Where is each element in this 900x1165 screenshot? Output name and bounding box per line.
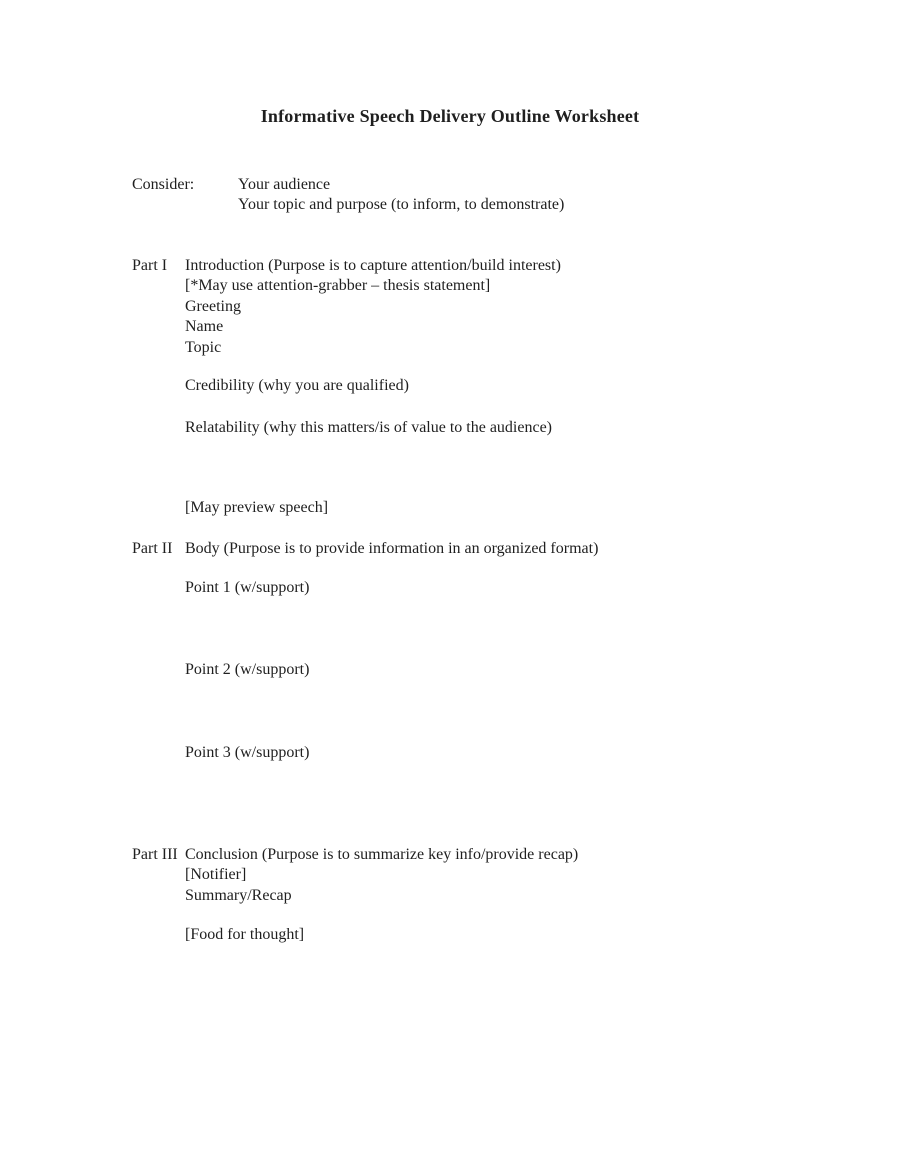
part2-label: Part II (132, 540, 173, 557)
consider-items (238, 175, 898, 216)
part1-preview-note: [May preview speech] (185, 499, 329, 516)
part3-item-notifier: [Notifier] (185, 866, 247, 884)
part1-label: Part I (132, 257, 168, 274)
part3-label: Part III (132, 846, 178, 863)
part2-content (185, 539, 845, 559)
part3-content (185, 845, 845, 906)
consider-label: Consider: (132, 176, 195, 193)
part1-attention-note: [*May use attention-grabber – thesis statement] (185, 277, 491, 295)
part1-item-relatability: Relatability (why this matters/is of value to the audience) (185, 419, 553, 436)
part3-item-summary: Summary/Recap (185, 886, 292, 904)
part2-point2: Point 2 (w/support) (185, 661, 310, 678)
part2-point3: Point 3 (w/support) (185, 744, 310, 761)
part1-item-name: Name (185, 318, 224, 336)
page-title: Informative Speech Delivery Outline Worksheet (260, 106, 640, 126)
consider-item-audience: Your audience (238, 176, 331, 193)
part3-heading: Conclusion (Purpose is to summarize key info/provide recap) (185, 846, 579, 863)
part1-heading: Introduction (Purpose is to capture attention/build interest) (185, 257, 561, 274)
part3-food-for-thought: [Food for thought] (185, 926, 305, 943)
consider-item-topic-purpose: Your topic and purpose (to inform, to demonstrate) (238, 196, 565, 214)
part1-content (185, 256, 845, 358)
part1-item-topic: Topic (185, 338, 222, 356)
part1-item-credibility: Credibility (why you are qualified) (185, 377, 409, 394)
part2-heading: Body (Purpose is to provide information in an organized format) (185, 540, 599, 557)
part1-item-greeting: Greeting (185, 297, 241, 315)
part2-point1: Point 1 (w/support) (185, 579, 310, 596)
